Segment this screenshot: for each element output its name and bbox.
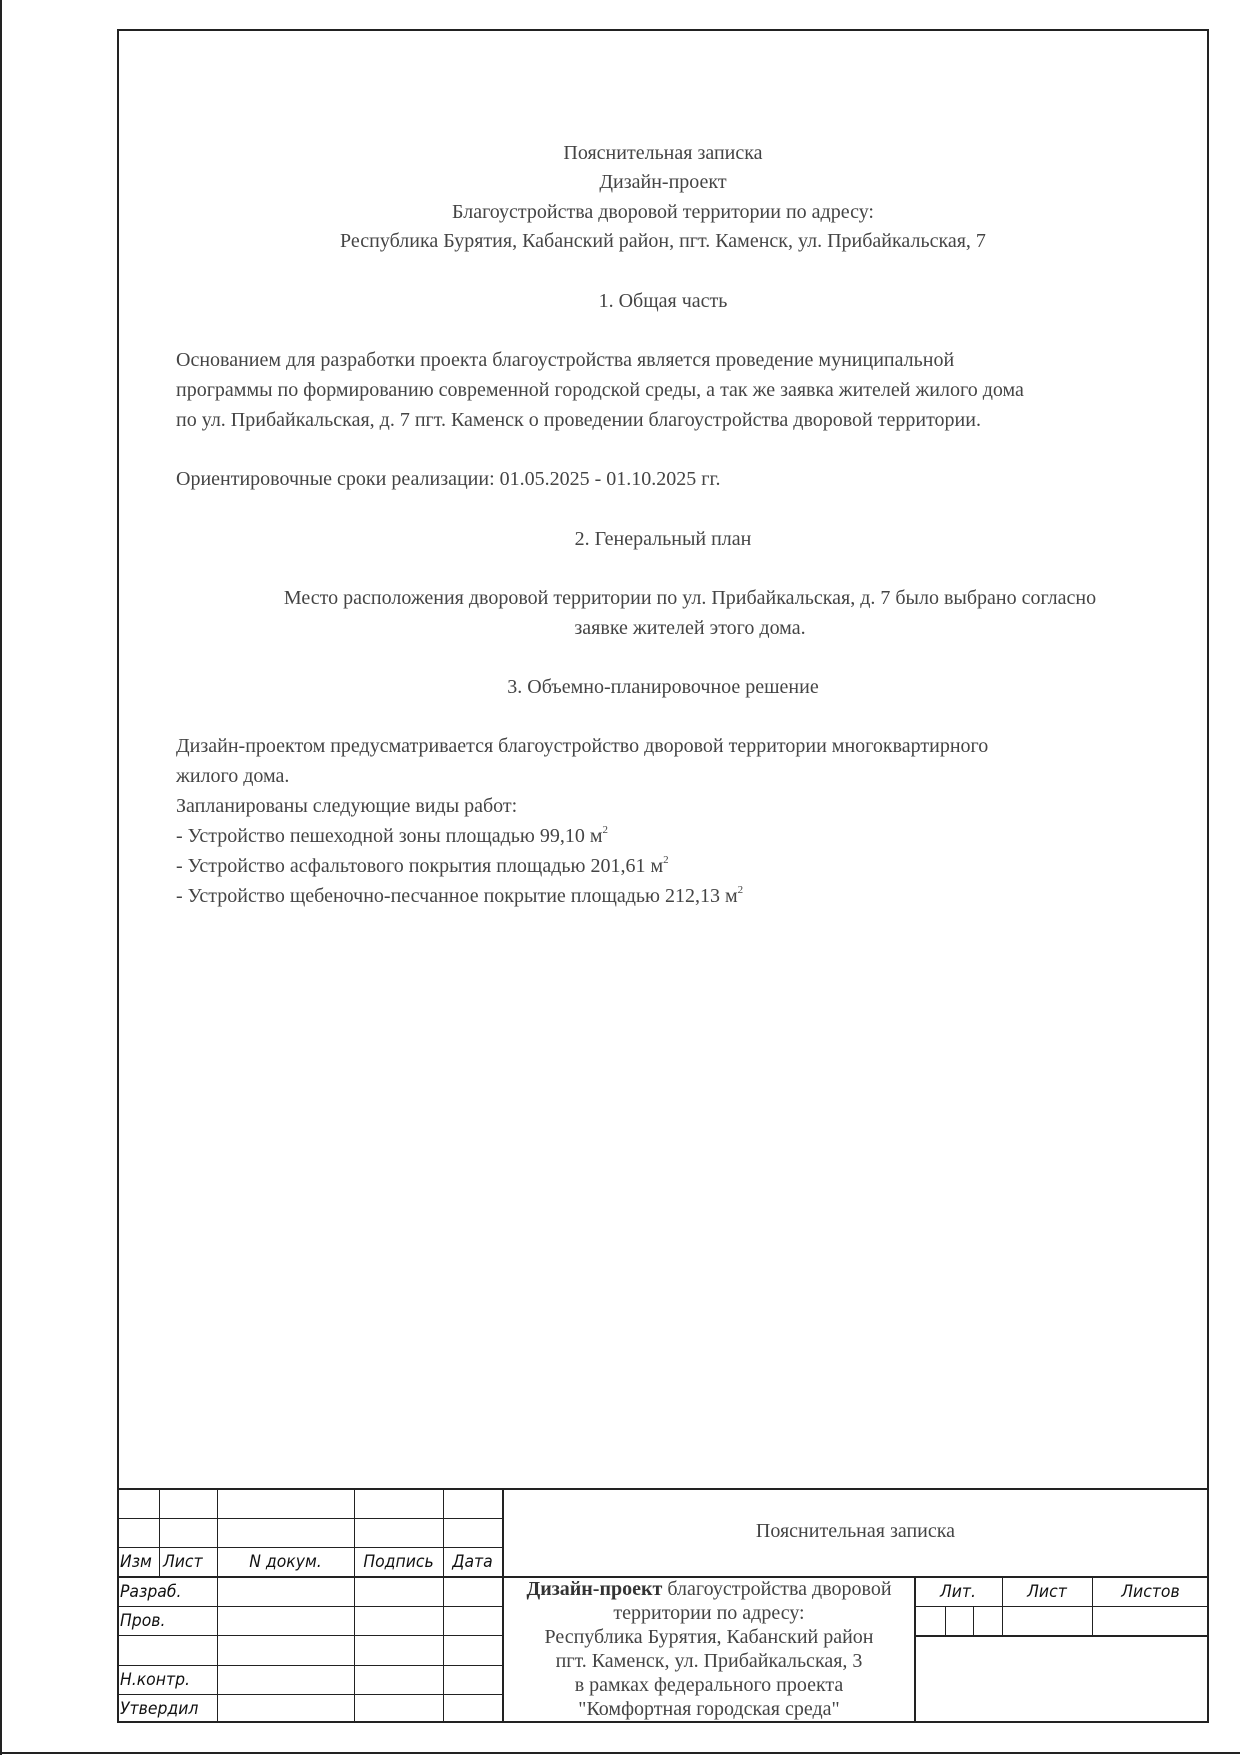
tb-grid-line bbox=[159, 1488, 160, 1576]
unit-power: 2 bbox=[602, 824, 609, 837]
tb-header-list: Лист bbox=[163, 1552, 203, 1572]
tb-grid-line bbox=[117, 1518, 502, 1519]
tb-lit-label: Лит. bbox=[939, 1582, 976, 1602]
title-block bbox=[117, 1488, 1209, 1723]
tb-grid-line bbox=[117, 1694, 502, 1695]
tb-grid-line bbox=[443, 1488, 444, 1723]
doc-header-address: Республика Бурятия, Кабанский район, пгт. Каменск, ул. Прибайкальская, 7 bbox=[340, 230, 986, 252]
section2-line-2: заявке жителей этого дома. bbox=[574, 617, 806, 639]
unit-power: 2 bbox=[663, 854, 669, 867]
section3-title: 3. Объемно-планировочное решение bbox=[507, 676, 819, 698]
tb-grid-line bbox=[1002, 1576, 1003, 1635]
tb-grid-line bbox=[117, 1606, 502, 1607]
section3-line-1: Дизайн-проектом предусматривается благоустройство дворовой территории многоквартирного bbox=[176, 735, 989, 757]
doc-header-purpose: Благоустройства дворовой территории по адресу: bbox=[452, 201, 874, 223]
tb-grid-line bbox=[973, 1606, 974, 1635]
tb-project-line-5: в рамках федерального проекта bbox=[574, 1674, 844, 1696]
section1-line-3: по ул. Прибайкальская, д. 7 пгт. Каменск о проведении благоустройства дворовой территории. bbox=[176, 409, 981, 431]
tb-project-line-6: "Комфортная городская среда" bbox=[578, 1698, 840, 1720]
section1-title: 1. Общая часть bbox=[598, 290, 728, 312]
doc-header-title: Пояснительная записка bbox=[563, 142, 763, 164]
tb-row-utverdil: Утвердил bbox=[120, 1699, 199, 1719]
work-item-text: - Устройство щебеночно-песчанное покрытие площадью 212,13 bbox=[176, 885, 720, 907]
tb-grid-line bbox=[914, 1576, 916, 1723]
section1-deadline: Ориентировочные сроки реализации: 01.05.2025 - 01.10.2025 гг. bbox=[176, 468, 721, 490]
work-item-gravel bbox=[176, 881, 743, 911]
tb-grid-line bbox=[354, 1488, 355, 1723]
unit: м bbox=[724, 885, 738, 907]
tb-header-date: Дата bbox=[452, 1552, 493, 1572]
unit: м bbox=[650, 855, 664, 877]
page-left-edge bbox=[0, 0, 2, 1755]
tb-grid-line bbox=[914, 1606, 1209, 1607]
tb-grid-line bbox=[914, 1635, 1209, 1637]
section1-line-1: Основанием для разработки проекта благоустройства является проведение муниципальной bbox=[176, 349, 955, 371]
section1-line-2: программы по формированию современной городской среды, а так же заявка жителей жилого дома bbox=[176, 379, 1024, 401]
tb-row-prov: Пров. bbox=[120, 1611, 166, 1631]
tb-project-text: благоустройства дворовой bbox=[667, 1578, 892, 1600]
tb-grid-line bbox=[117, 1635, 502, 1636]
tb-project-line-3: Республика Бурятия, Кабанский район bbox=[544, 1626, 874, 1648]
section3-works-intro: Запланированы следующие виды работ: bbox=[176, 795, 518, 817]
tb-project-line-1 bbox=[504, 1577, 914, 1601]
tb-header-ndoc: N докум. bbox=[249, 1552, 322, 1572]
tb-row-nkontr: Н.контр. bbox=[120, 1670, 190, 1690]
tb-grid-line bbox=[217, 1488, 218, 1723]
tb-grid-line bbox=[945, 1606, 946, 1635]
work-item-pedestrian bbox=[176, 821, 608, 851]
tb-top-border bbox=[117, 1488, 1209, 1490]
doc-header-subtitle: Дизайн-проект bbox=[599, 171, 727, 193]
tb-sheet-label: Лист bbox=[1027, 1582, 1067, 1602]
tb-project-bold: Дизайн-проект bbox=[526, 1578, 663, 1600]
section2-title: 2. Генеральный план bbox=[574, 528, 752, 550]
unit: м bbox=[589, 825, 603, 847]
tb-project-line-2: территории по адресу: bbox=[613, 1602, 805, 1624]
tb-grid-line bbox=[117, 1665, 502, 1666]
tb-header-izm: Изм bbox=[120, 1552, 152, 1572]
work-item-asphalt bbox=[176, 851, 669, 881]
tb-grid-line bbox=[117, 1547, 502, 1548]
unit-power: 2 bbox=[737, 884, 744, 897]
tb-project-line-4: пгт. Каменск, ул. Прибайкальская, 3 bbox=[555, 1650, 863, 1672]
work-item-text: - Устройство пешеходной зоны площадью 99,10 bbox=[176, 825, 585, 847]
tb-sheets-label: Листов bbox=[1121, 1582, 1180, 1602]
section2-line-1: Место расположения дворовой территории по ул. Прибайкальская, д. 7 было выбрано согласно bbox=[283, 587, 1097, 609]
tb-grid-line bbox=[1092, 1576, 1093, 1635]
page-bottom-edge bbox=[0, 1752, 1240, 1754]
tb-doc-title: Пояснительная записка bbox=[755, 1520, 956, 1542]
tb-row-razrab: Разраб. bbox=[120, 1582, 182, 1602]
tb-header-sign: Подпись bbox=[363, 1552, 434, 1572]
section3-line-2: жилого дома. bbox=[176, 765, 290, 787]
work-item-text: - Устройство асфальтового покрытия площадью 201,61 bbox=[176, 855, 646, 877]
